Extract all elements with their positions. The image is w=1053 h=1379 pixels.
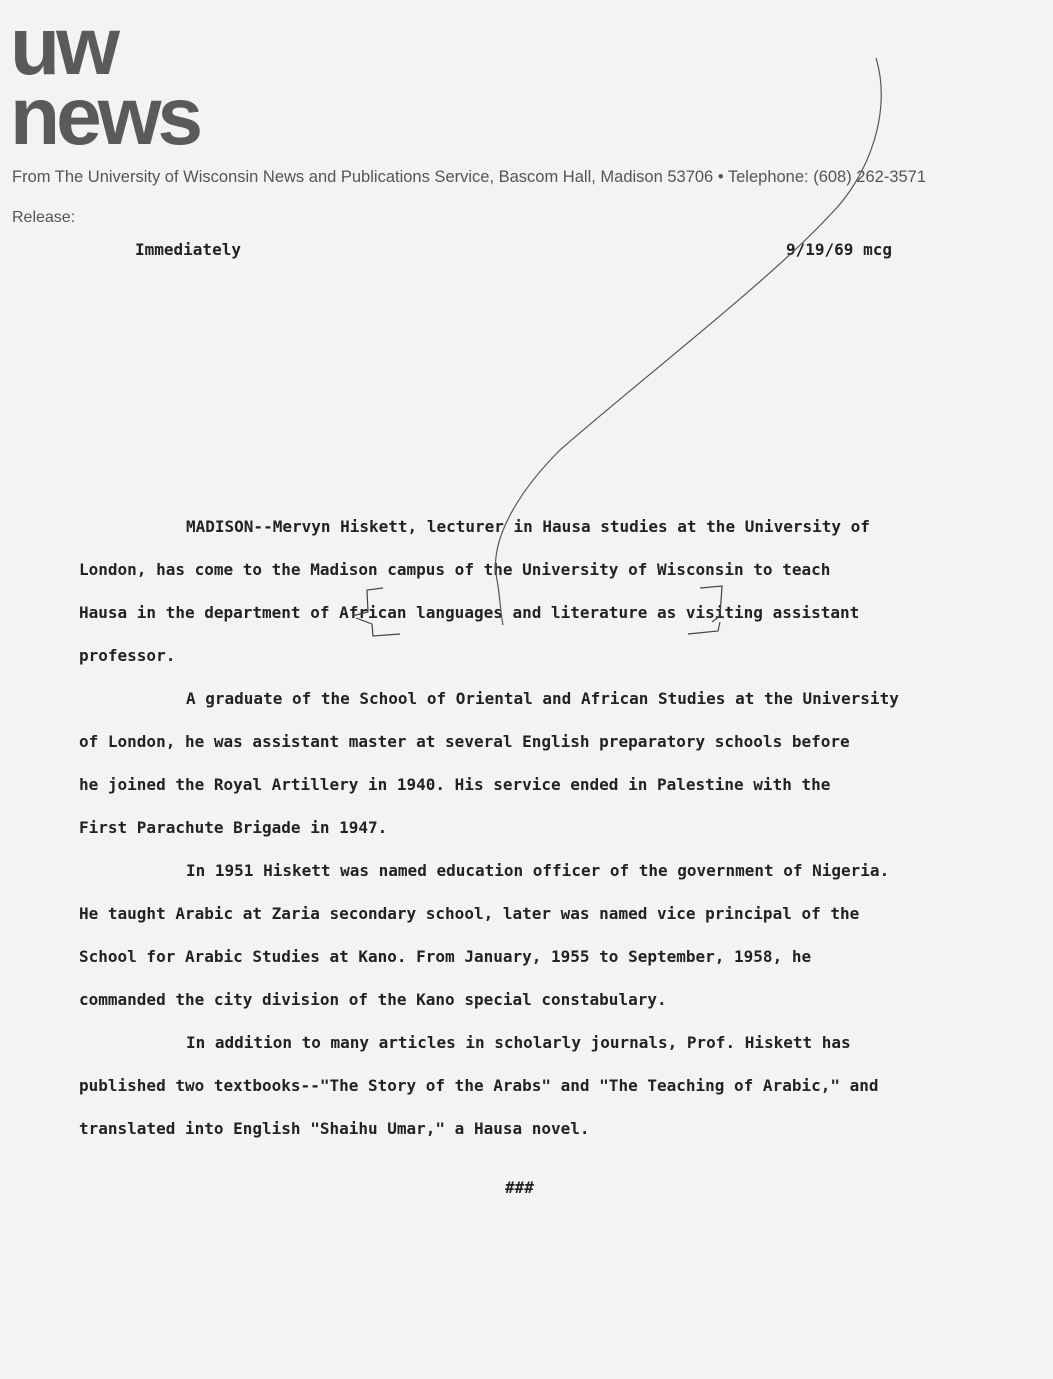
release-label: Release:	[12, 209, 76, 226]
body-line: translated into English "Shaihu Umar," a Hausa novel.	[79, 1119, 590, 1138]
body-line: First Parachute Brigade in 1947.	[79, 818, 388, 837]
body-line: Hausa in the department of African languages and literature as visiting assistant	[79, 603, 860, 622]
body-line: In 1951 Hiskett was named education officer of the government of Nigeria.	[186, 861, 890, 880]
uw-news-logo	[10, 1, 270, 162]
press-release-body	[79, 505, 989, 1150]
release-date: 9/19/69 mcg	[786, 240, 892, 259]
end-mark: ###	[505, 1178, 534, 1197]
body-line: School for Arabic Studies at Kano. From January, 1955 to September, 1958, he	[79, 947, 812, 966]
body-line: London, has come to the Madison campus of the University of Wisconsin to teach	[79, 560, 831, 579]
body-line: A graduate of the School of Oriental and African Studies at the University	[186, 689, 899, 708]
body-line: published two textbooks--"The Story of the Arabs" and "The Teaching of Arabic," and	[79, 1076, 879, 1095]
body-line: commanded the city division of the Kano special constabulary.	[79, 990, 667, 1009]
body-line: he joined the Royal Artillery in 1940. His service ended in Palestine with the	[79, 775, 831, 794]
body-line: He taught Arabic at Zaria secondary school, later was named vice principal of the	[79, 904, 860, 923]
logo-line-news: news	[10, 71, 200, 162]
body-line: MADISON--Mervyn Hiskett, lecturer in Hausa studies at the University of	[186, 517, 870, 536]
logo-line-uw: uw	[10, 1, 116, 92]
body-line: of London, he was assistant master at several English preparatory schools before	[79, 732, 850, 751]
body-line: In addition to many articles in scholarly journals, Prof. Hiskett has	[186, 1033, 851, 1052]
body-line: professor.	[79, 646, 176, 665]
release-value: Immediately	[135, 240, 241, 259]
masthead-address: From The University of Wisconsin News and Publications Service, Bascom Hall, Madison 53706 • Telephone: (608) 262-3571	[12, 168, 927, 186]
